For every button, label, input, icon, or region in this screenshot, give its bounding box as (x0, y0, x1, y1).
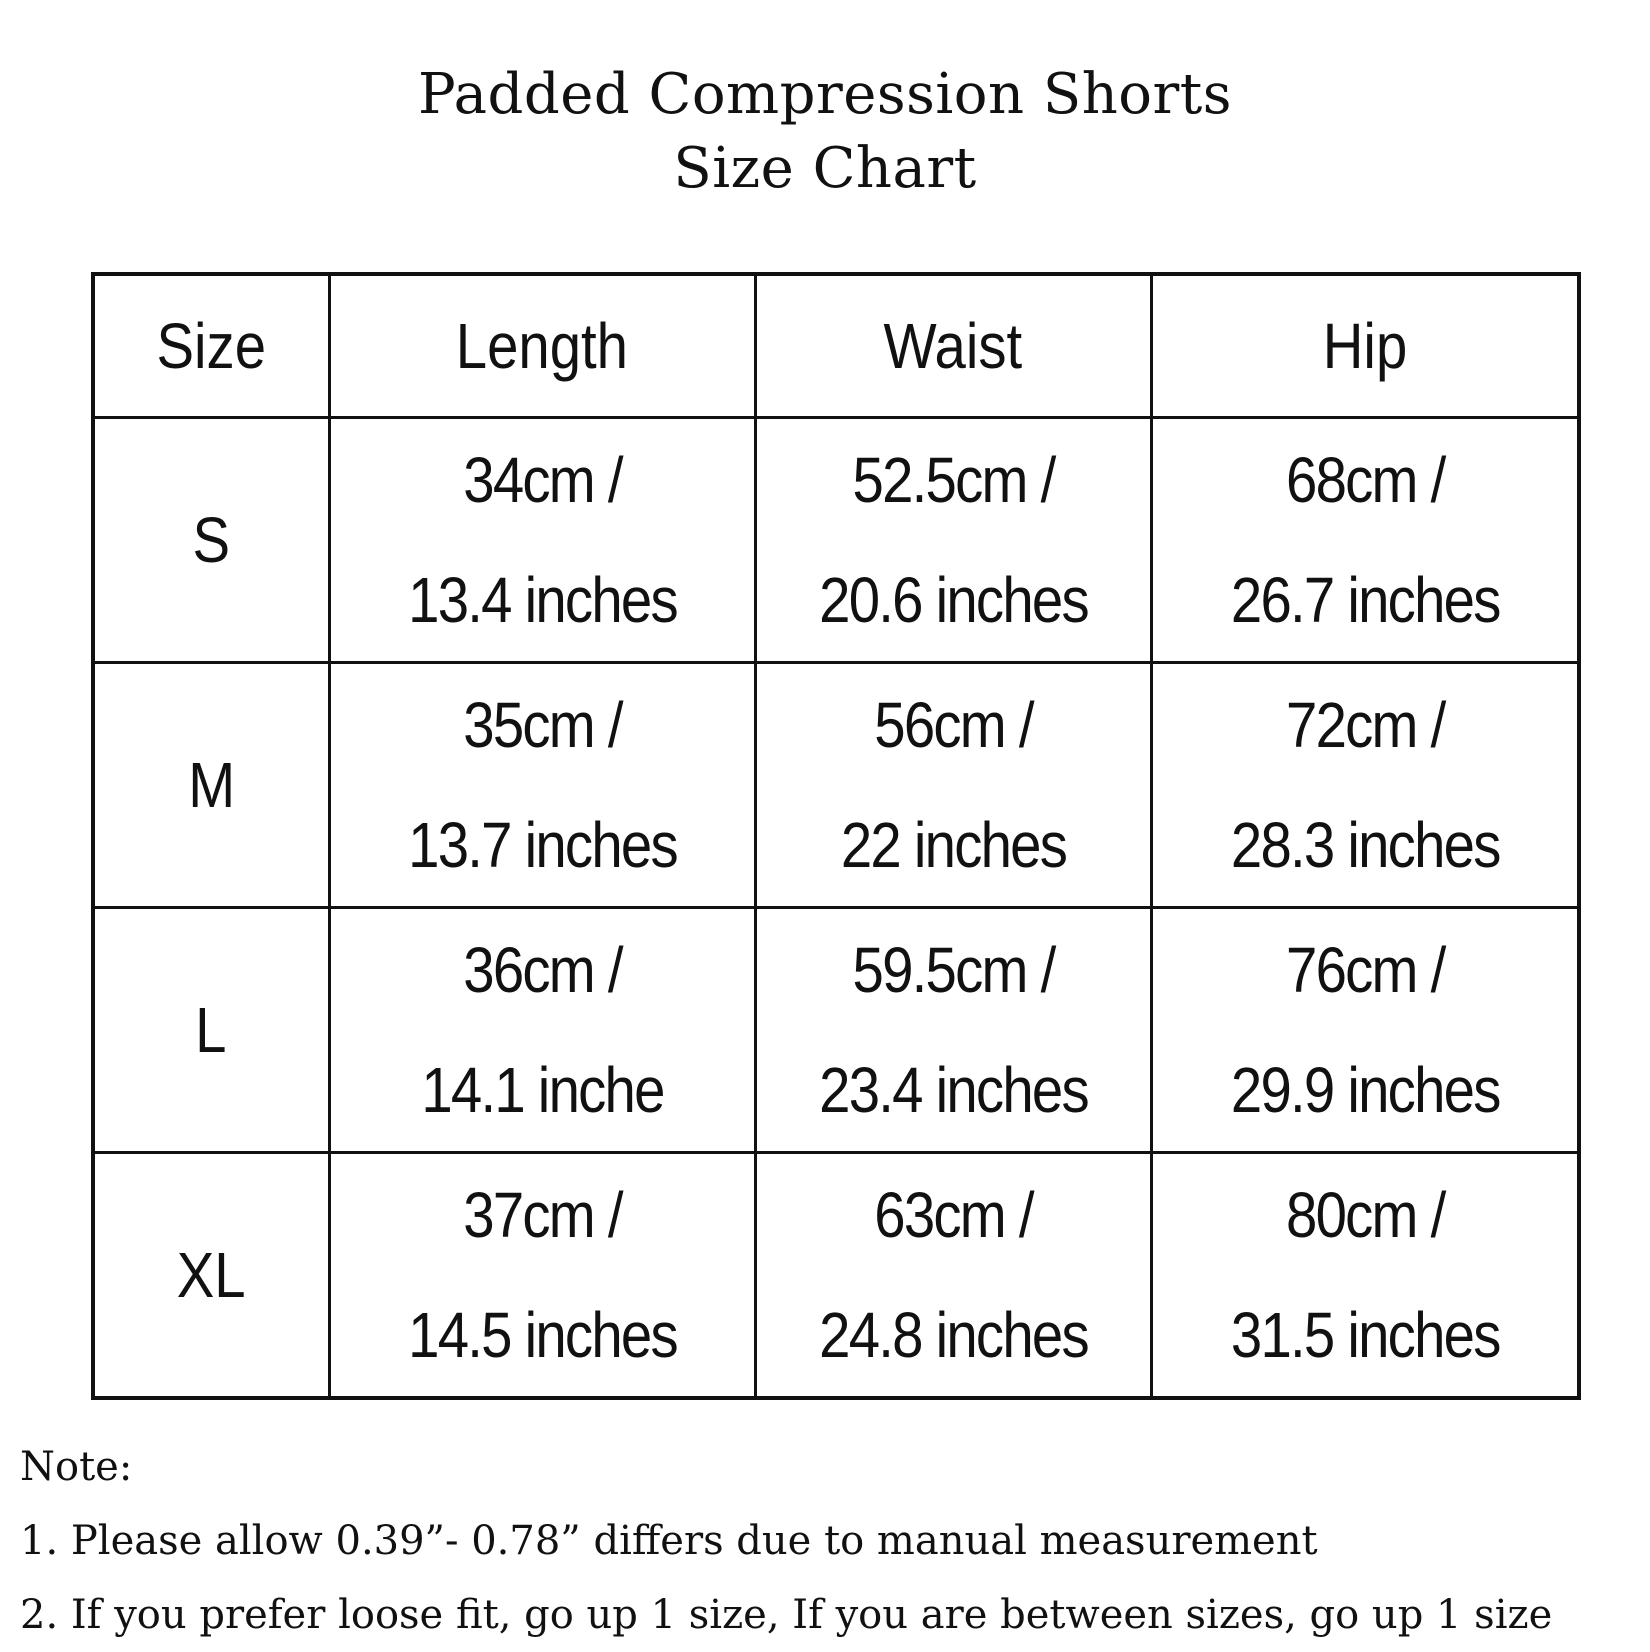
length-cm: 36cm / (462, 934, 622, 1006)
length-inches: 13.7 inches (407, 809, 677, 881)
length-cell (329, 663, 755, 908)
header-length: Length (329, 274, 755, 418)
waist-inches: 20.6 inches (818, 564, 1088, 636)
table-row (93, 1153, 1579, 1399)
waist-inches: 24.8 inches (818, 1299, 1088, 1371)
title-line-product: Padded Compression Shorts (417, 62, 1233, 127)
length-inches: 14.5 inches (407, 1299, 677, 1371)
waist-cm: 52.5cm / (852, 444, 1054, 516)
waist-cell (755, 908, 1151, 1153)
waist-inches: 23.4 inches (818, 1054, 1088, 1126)
table-row (93, 418, 1579, 663)
size-label-cell: XL (93, 1153, 329, 1399)
table-header-row (93, 274, 1579, 418)
waist-cell (755, 663, 1151, 908)
waist-cm: 59.5cm / (852, 934, 1054, 1006)
notes-heading: Note: (20, 1444, 133, 1490)
table-row (93, 663, 1579, 908)
hip-cm: 72cm / (1285, 689, 1444, 761)
length-cm: 34cm / (462, 444, 622, 516)
header-hip: Hip (1151, 274, 1579, 418)
title-line-chart: Size Chart (673, 136, 977, 201)
hip-cell (1151, 908, 1579, 1153)
waist-inches: 22 inches (840, 809, 1066, 881)
hip-cm: 76cm / (1285, 934, 1444, 1006)
length-cm: 37cm / (462, 1179, 622, 1251)
notes-section (20, 1430, 1630, 1652)
length-cell (329, 1153, 755, 1399)
size-label-cell: L (93, 908, 329, 1153)
waist-cm: 56cm / (873, 689, 1033, 761)
length-inches: 14.1 inche (420, 1054, 664, 1126)
waist-cm: 63cm / (873, 1179, 1033, 1251)
length-cell (329, 908, 755, 1153)
size-label-cell: M (93, 663, 329, 908)
length-inches: 13.4 inches (407, 564, 677, 636)
page-title (0, 58, 1650, 206)
length-cm: 35cm / (462, 689, 622, 761)
hip-cm: 68cm / (1285, 444, 1444, 516)
note-item: 2. If you prefer loose fit, go up 1 size, If you are between sizes, go up 1 size (20, 1592, 1553, 1638)
hip-inches: 26.7 inches (1230, 564, 1500, 636)
header-waist: Waist (755, 274, 1151, 418)
hip-cell (1151, 418, 1579, 663)
length-cell (329, 418, 755, 663)
note-item: 1. Please allow 0.39”- 0.78” differs due to manual measurement (20, 1518, 1318, 1564)
size-chart-table (91, 272, 1581, 1400)
table-row (93, 908, 1579, 1153)
hip-cell (1151, 1153, 1579, 1399)
size-label-cell: S (93, 418, 329, 663)
waist-cell (755, 418, 1151, 663)
hip-cell (1151, 663, 1579, 908)
waist-cell (755, 1153, 1151, 1399)
hip-inches: 28.3 inches (1230, 809, 1500, 881)
header-size: Size (93, 274, 329, 418)
hip-inches: 29.9 inches (1230, 1054, 1500, 1126)
hip-inches: 31.5 inches (1230, 1299, 1500, 1371)
hip-cm: 80cm / (1285, 1179, 1444, 1251)
